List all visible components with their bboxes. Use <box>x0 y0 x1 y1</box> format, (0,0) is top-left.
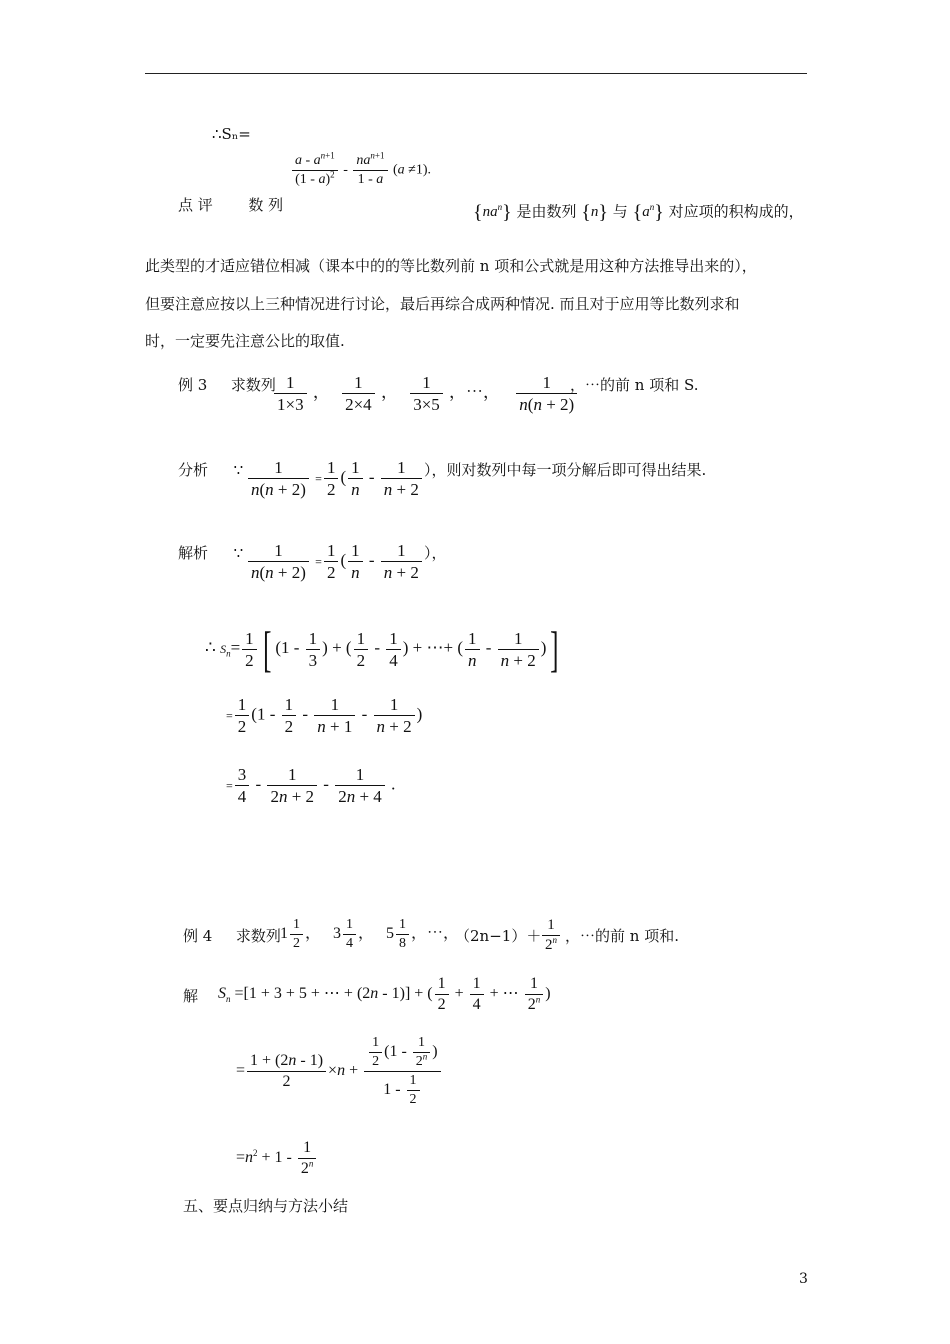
sn-formula: $\frac{a - a^{n+1}}{(1 - a)^2}$ - $\frac{na^{n+1}}{1 - a}$ (a ≠1). <box>290 154 431 187</box>
solution3-step1: ∴ $S_n=$ $\frac{1}{2}$ [ (1 - $\frac{1}{3}$ ) + ( $\frac{1}{2}$ - $\frac{1}{4}$ ) + ⋯+ ( $\frac{1}{n}$ - $\frac{1}{n + 2}$ )] <box>205 621 559 677</box>
remark-line-1 <box>178 198 283 213</box>
remark-seq-word: 数 列 <box>248 196 284 214</box>
remark-line-4: 时，一定要先注意公比的取值. <box>145 332 345 350</box>
solution3-step2: = $\frac{1}{2}$ (1 - $\frac{1}{2}$ - $\frac{1}{n + 1}$ - $\frac{1}{n + 2}$ ) <box>226 695 423 736</box>
example4-general: （2n−1）＋ <box>455 927 542 945</box>
remark-line-3: 但要注意应按以上三种情况进行讨论，最后再综合成两种情况. 而且对于应用等比数列求和 <box>145 295 740 313</box>
example3 <box>178 378 276 393</box>
analysis-formula: $\frac{1}{n(n + 2)}$ = $\frac{1}{2}$ ( $\frac{1}{n}$ - $\frac{1}{n + 2}$ <box>246 459 424 498</box>
example4-label: 例 4 <box>183 927 213 945</box>
example4-general-frac: $\frac{1}{2^n}$ <box>540 918 562 953</box>
analysis-label: 分析 <box>178 461 209 479</box>
solution3 <box>178 546 243 561</box>
solution3-formula: $\frac{1}{n(n + 2)}$ = $\frac{1}{2}$ ( $\frac{1}{n}$ - $\frac{1}{n + 2}$ <box>246 542 424 581</box>
solution3-because: ∵ <box>233 544 244 562</box>
solution3-label: 解析 <box>178 544 209 562</box>
solution4-label: 解 <box>183 987 199 1005</box>
example3-tail: ，⋯的前 n 项和 S. <box>570 376 699 394</box>
remark-end: 对应项的积构成的， <box>668 202 804 221</box>
example4-tail: ，⋯的前 n 项和. <box>565 927 679 945</box>
example4 <box>183 929 281 944</box>
solution4-step1: $S_n =[1 + 3 + 5$ + ⋯ + (2n - 1)] + ( $\frac{1}{2}$ + $\frac{1}{4}$ + ⋯ $\frac{1}{2^n}$ ) <box>218 975 551 1013</box>
remark-line-1-tail: $\{na^n\}$ 是由数列 {n} 与 $\{a^n\}$ 对应项的积构成的， <box>473 202 804 224</box>
solution4-step2: = $\frac{1 + (2n - 1)}{2}$ ×n + $\frac{1}{2}$ (1 - $\frac{1}{2^n}$ ) 1 - $\frac{1}{2}$ <box>236 1036 443 1107</box>
solution3-tail: ）， <box>424 544 447 562</box>
header-rule <box>145 73 807 74</box>
example3-terms: $\frac{1}{1\times 3}$ ， $\frac{1}{2\times 4}$ ， $\frac{1}{3\times 5}$ ，⋯， $\frac{1}{n(n + 2)}$ <box>272 374 579 413</box>
solution3-step3: = $\frac{3}{4}$ - $\frac{1}{2n + 2}$ - $\frac{1}{2n + 4}$ . <box>226 765 396 806</box>
example3-label: 例 3 <box>178 376 208 394</box>
section5-heading: 五、要点归纳与方法小结 <box>183 1197 349 1215</box>
remark-line-2: 此类型的才适应错位相减（课本中的的等比数列前 n 项和公式就是用这种方法推导出来的）， <box>145 257 757 275</box>
analysis-because: ∵ <box>233 461 244 479</box>
example3-prompt: 求数列 <box>230 376 276 394</box>
remark-mid: 与 <box>612 202 628 221</box>
example4-terms: 1 $\frac{1}{2}$ ， 3 $\frac{1}{4}$ ， 5 $\frac{1}{8}$ ，⋯， <box>280 917 460 951</box>
therefore-sn-text: ∴Sₙ= <box>212 125 251 143</box>
page-number: 3 <box>799 1271 808 1287</box>
solution4-step3: $=n^2 + 1$ - $\frac{1}{2^n}$ <box>236 1140 318 1177</box>
remark-label: 点 评 <box>178 196 213 214</box>
remark-tail: 是由数列 <box>516 202 577 221</box>
example4-prompt: 求数列 <box>235 927 281 945</box>
analysis-tail: ），则对数列中每一项分解后即可得出结果. <box>424 461 707 479</box>
therefore-sn <box>212 127 251 142</box>
analysis <box>178 463 243 478</box>
